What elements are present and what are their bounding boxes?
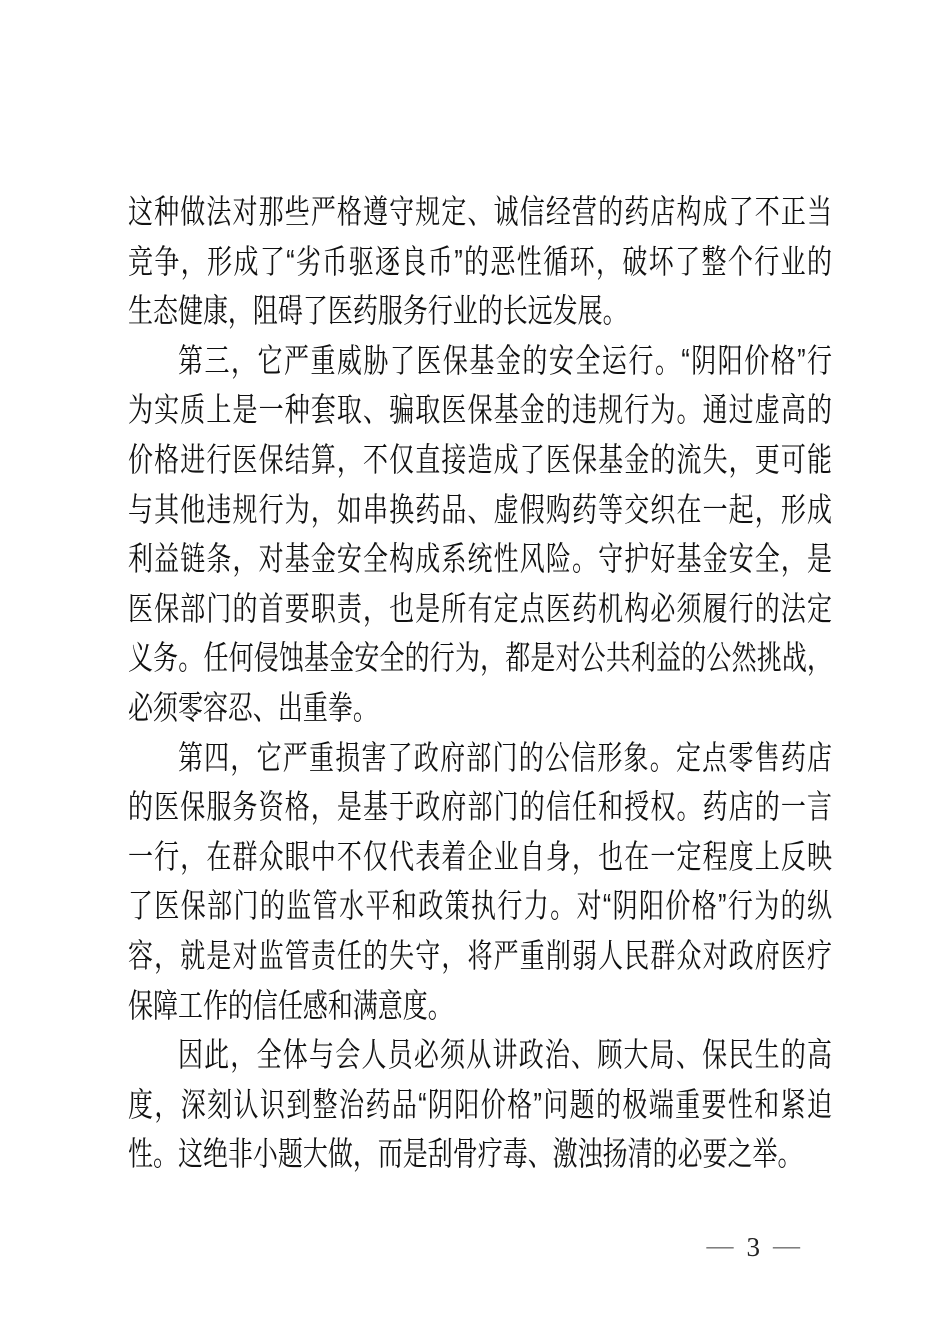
footer-dash-left: — [706, 1230, 734, 1260]
text-line: 价格进行医保结算，不仅直接造成了医保基金的流失，更可能 [128, 440, 833, 478]
text-line: 了医保部门的监管水平和政策执行力。对“阴阳价格”行为的纵 [128, 887, 833, 925]
text-line: 义务。任何侵蚀基金安全的行为，都是对公共利益的公然挑战， [128, 639, 833, 677]
text-line: 利益链条，对基金安全构成系统性风险。守护好基金安全，是 [128, 540, 833, 578]
text-line: 第三，它严重威胁了医保基金的安全运行。“阴阳价格”行 [177, 341, 833, 379]
text-line: 为实质上是一种套取、骗取医保基金的违规行为。通过虚高的 [128, 391, 833, 429]
text-line: 生态健康，阻碍了医药服务行业的长远发展。 [128, 292, 628, 330]
text-line: 第四，它严重损害了政府部门的公信形象。定点零售药店 [177, 738, 833, 776]
text-line: 的医保服务资格，是基于政府部门的信任和授权。药店的一言 [128, 788, 833, 826]
text-line: 竞争，形成了“劣币驱逐良币”的恶性循环，破坏了整个行业的 [128, 242, 833, 280]
text-line: 这种做法对那些严格遵守规定、诚信经营的药店构成了不正当 [128, 193, 833, 230]
text-line: 与其他违规行为，如串换药品、虚假购药等交织在一起，形成 [128, 490, 833, 528]
page-number: 3 [746, 1232, 760, 1262]
text-line: 必须零容忍、出重拳。 [128, 688, 378, 726]
text-line: 保障工作的信任感和满意度。 [128, 986, 453, 1024]
text-line: 性。这绝非小题大做，而是刮骨疗毒、激浊扬清的必要之举。 [128, 1135, 803, 1173]
footer-dash-right: — [773, 1230, 800, 1260]
document-body [128, 187, 832, 1179]
text-line: 因此，全体与会人员必须从讲政治、顾大局、保民生的高 [177, 1036, 833, 1074]
text-line: 一行，在群众眼中不仅代表着企业自身，也在一定程度上反映 [128, 837, 833, 875]
text-line: 度，深刻认识到整治药品“阴阳价格”问题的极端重要性和紧迫 [128, 1085, 833, 1123]
text-line: 医保部门的首要职责，也是所有定点医药机构必须履行的法定 [128, 589, 833, 627]
text-line: 容，就是对监管责任的失守，将严重削弱人民群众对政府医疗 [128, 936, 833, 974]
page-footer [0, 1232, 800, 1262]
